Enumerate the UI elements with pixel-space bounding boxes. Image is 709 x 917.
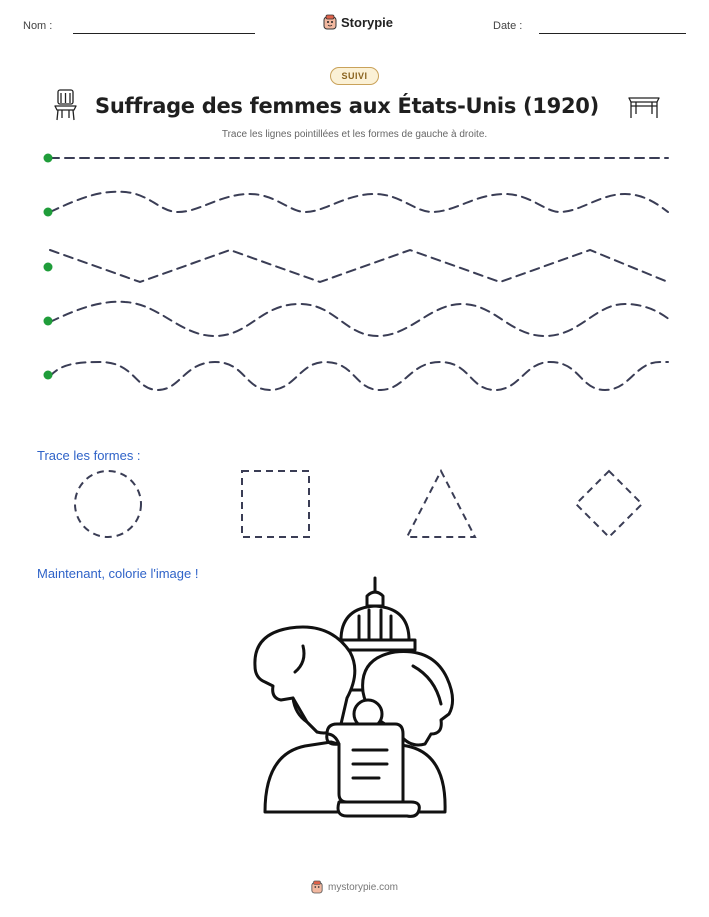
tracing-shapes	[0, 465, 709, 545]
coloring-section-label: Maintenant, colorie l'image !	[37, 566, 199, 581]
shapes-section-label: Trace les formes :	[37, 448, 141, 463]
start-dot	[44, 371, 53, 380]
footer-url[interactable]: mystorypie.com	[327, 881, 398, 893]
level-badge: SUIVI	[330, 67, 378, 85]
footer	[311, 880, 398, 894]
instructions-subtitle: Trace les lignes pointillées et les formes de gauche à droite.	[221, 129, 488, 140]
trace-triangle[interactable]	[407, 471, 475, 537]
brand-logo	[323, 14, 393, 30]
start-dots	[44, 154, 53, 380]
tracing-line-gentle-wave[interactable]	[50, 192, 668, 212]
trace-diamond[interactable]	[576, 471, 642, 537]
start-dot	[44, 208, 53, 217]
start-dot	[44, 154, 53, 163]
trace-circle[interactable]	[75, 471, 141, 537]
table-icon	[627, 92, 661, 120]
tracing-line-wave[interactable]	[50, 302, 670, 336]
date-label: Date :	[493, 20, 523, 32]
page-title: Suffrage des femmes aux États-Unis (1920)	[95, 94, 599, 118]
capitol-women-illustration[interactable]	[235, 574, 475, 824]
date-field-line[interactable]	[539, 33, 686, 34]
storypie-logo-icon	[311, 880, 323, 894]
tracing-line-deep-wave[interactable]	[50, 362, 668, 390]
start-dot	[44, 263, 53, 272]
start-dot	[44, 317, 53, 326]
name-field-line[interactable]	[73, 33, 255, 34]
name-label: Nom :	[23, 20, 53, 32]
tracing-line-zigzag[interactable]	[50, 250, 668, 282]
chair-icon	[53, 88, 79, 122]
storypie-logo-icon	[323, 14, 337, 30]
trace-square[interactable]	[242, 471, 309, 537]
brand-name: Storypie	[341, 14, 394, 30]
tracing-lines	[0, 140, 709, 400]
